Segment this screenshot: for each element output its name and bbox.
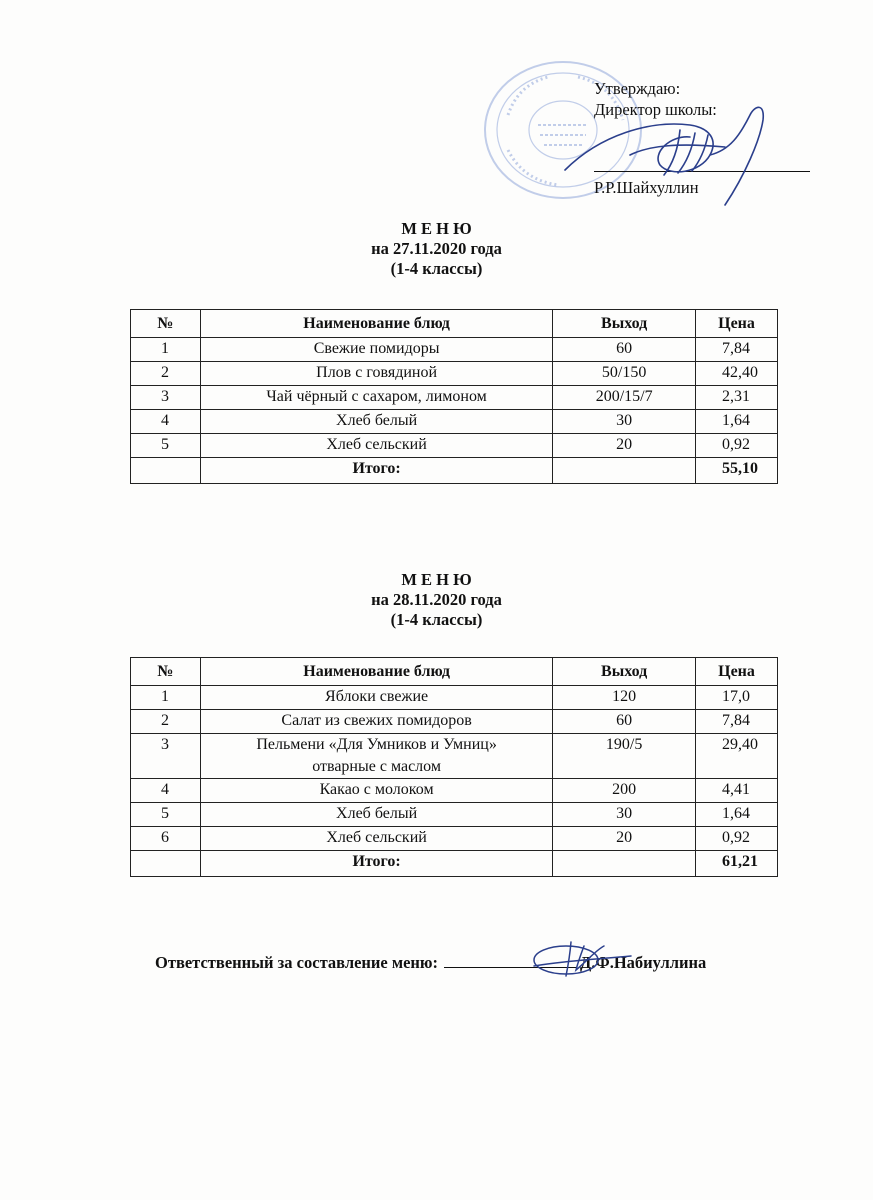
table-row [131,434,778,458]
col-number: № [131,310,201,338]
dish-name: Какао с молоком [200,779,552,803]
table-row [131,827,778,851]
row-number: 4 [131,779,201,803]
dish-price: 7,84 [696,710,778,734]
dish-name-multiline [200,734,552,779]
director-title: Директор школы: [594,100,717,119]
row-number: 4 [131,410,201,434]
dish-price: 1,64 [696,803,778,827]
dish-output: 30 [553,410,696,434]
table-row [131,362,778,386]
table-header-row [131,658,778,686]
dish-output: 120 [553,686,696,710]
row-number: 1 [131,338,201,362]
director-signature [560,95,790,210]
dish-price: 7,84 [696,338,778,362]
menu-1-heading [0,219,873,279]
table-row [131,686,778,710]
table-row [131,779,778,803]
col-price: Цена [696,310,778,338]
table-row [131,734,778,779]
col-dish: Наименование блюд [200,658,552,686]
dish-output: 30 [553,803,696,827]
dish-output: 200 [553,779,696,803]
row-number: 2 [131,710,201,734]
row-number: 5 [131,434,201,458]
total-row [131,851,778,877]
table-row [131,410,778,434]
dish-output: 190/5 [553,734,696,779]
table-row [131,803,778,827]
dish-name: Свежие помидоры [200,338,552,362]
menu-date: на 28.11.2020 года [371,590,502,609]
responsible-label: Ответственный за составление меню: [155,953,439,972]
menu-classes: (1-4 классы) [390,259,483,278]
col-output: Выход [553,310,696,338]
menu-title: М Е Н Ю [401,219,472,238]
dish-name-line2: отварные с маслом [312,758,441,775]
total-empty-cell [553,458,696,484]
total-label: Итого: [200,458,552,484]
director-name: Р.Р.Шайхуллин [594,178,699,197]
dish-price: 42,40 [696,362,778,386]
dish-name: Пельмени «Для Умников и Умниц» [256,736,497,753]
row-number: 5 [131,803,201,827]
table-row [131,386,778,410]
col-price: Цена [696,658,778,686]
dish-price: 0,92 [696,434,778,458]
total-value: 55,10 [696,458,778,484]
responsible-name: Д.Ф.Набиуллина [580,953,707,972]
menu-date: на 27.11.2020 года [371,239,502,258]
dish-price: 2,31 [696,386,778,410]
dish-name: Плов с говядиной [200,362,552,386]
menu-2-table [130,657,778,877]
dish-price: 4,41 [696,779,778,803]
approval-label: Утверждаю: [594,79,681,98]
dish-output: 200/15/7 [553,386,696,410]
dish-name: Салат из свежих помидоров [200,710,552,734]
row-number: 3 [131,386,201,410]
col-dish: Наименование блюд [200,310,552,338]
menu-1-table [130,309,778,484]
dish-output: 50/150 [553,362,696,386]
total-empty-cell [131,458,201,484]
table-header-row [131,310,778,338]
dish-name: Чай чёрный с сахаром, лимоном [200,386,552,410]
dish-price: 17,0 [696,686,778,710]
dish-output: 60 [553,338,696,362]
dish-name: Хлеб сельский [200,827,552,851]
dish-name: Хлеб белый [200,410,552,434]
dish-output: 20 [553,827,696,851]
total-row [131,458,778,484]
row-number: 3 [131,734,201,779]
dish-price: 0,92 [696,827,778,851]
dish-name: Хлеб белый [200,803,552,827]
row-number: 1 [131,686,201,710]
dish-price: 1,64 [696,410,778,434]
dish-name: Хлеб сельский [200,434,552,458]
dish-name: Яблоки свежие [200,686,552,710]
row-number: 6 [131,827,201,851]
table-row [131,338,778,362]
dish-output: 60 [553,710,696,734]
col-output: Выход [553,658,696,686]
dish-price: 29,40 [696,734,778,779]
responsible-signature [526,932,636,980]
menu-classes: (1-4 классы) [390,610,483,629]
menu-title: М Е Н Ю [401,570,472,589]
total-value: 61,21 [696,851,778,877]
row-number: 2 [131,362,201,386]
col-number: № [131,658,201,686]
table-row [131,710,778,734]
menu-2-heading [0,570,873,630]
total-label: Итого: [200,851,552,877]
total-empty-cell [553,851,696,877]
dish-output: 20 [553,434,696,458]
total-empty-cell [131,851,201,877]
